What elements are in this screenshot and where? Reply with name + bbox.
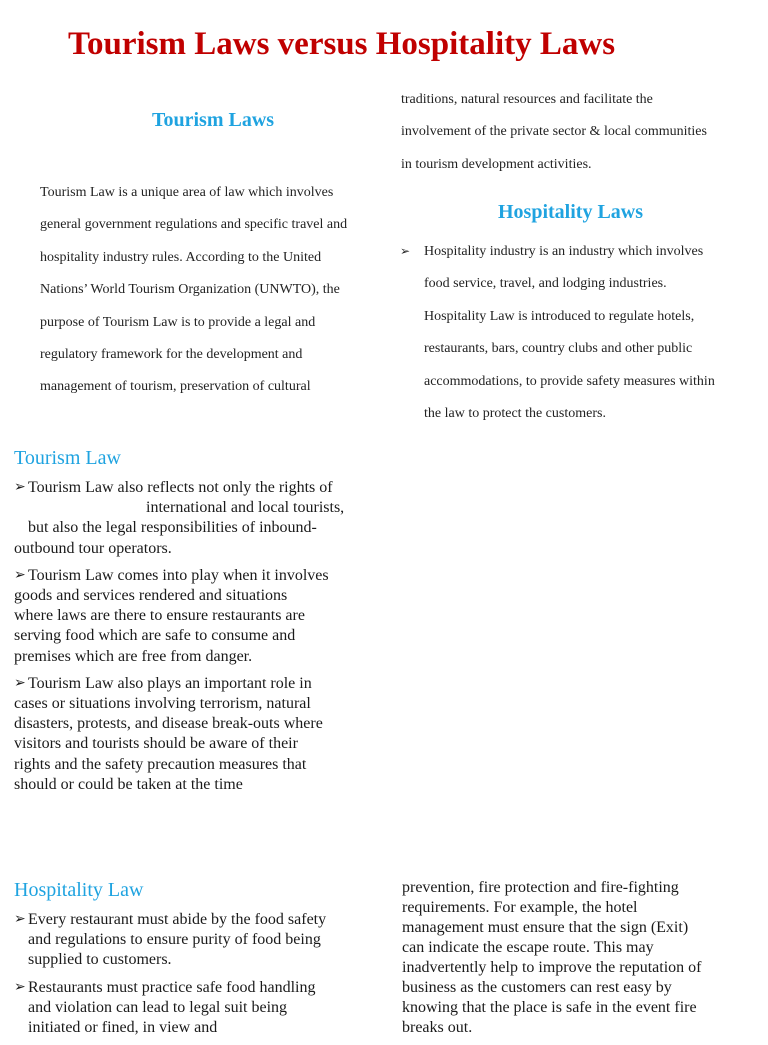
text-line: but also the legal responsibilities of inbound- [28, 519, 317, 537]
text-line: requirements. For example, the hotel [402, 899, 638, 916]
text-line: management of tourism, preservation of cultural [40, 379, 311, 395]
text-line: breaks out. [402, 1019, 473, 1036]
tourism-laws-heading: Tourism Laws [152, 109, 275, 131]
hospitality-law-continued [402, 878, 762, 1038]
text-line: cases or situations involving terrorism, natural [14, 695, 311, 713]
text-line: visitors and tourists should be aware of their [14, 735, 298, 753]
text-line: prevention, fire protection and fire-fighting [402, 879, 679, 896]
text-line: Hospitality industry is an industry which involves [424, 244, 704, 259]
text-line: restaurants, bars, country clubs and other public [424, 341, 693, 357]
arrow-bullet-icon: ➢ [400, 244, 411, 258]
text-line: Every restaurant must abide by the food safety [28, 911, 327, 928]
text-line: rights and the safety precaution measures that [14, 755, 307, 773]
arrow-bullet-icon: ➢ [14, 979, 26, 995]
text-line: disasters, protests, and disease break-outs where [14, 715, 323, 733]
list-item [14, 566, 389, 667]
text-line: inadvertently help to improve the reputation of [402, 959, 702, 976]
text-line: where laws are there to ensure restaurants are [14, 607, 305, 625]
text-line: Tourism Law comes into play when it involves [28, 566, 329, 584]
text-line: goods and services rendered and situations [14, 587, 288, 605]
text-line: management must ensure that the sign (Exit) [402, 919, 689, 936]
tourism-law-list [14, 478, 389, 802]
text-line: serving food which are safe to consume and [14, 627, 296, 645]
text-line: international and local tourists, [146, 499, 345, 517]
text-line: hospitality industry rules. According to the United [40, 249, 322, 265]
text-line: outbound tour operators. [14, 539, 172, 557]
page-title: Tourism Laws versus Hospitality Laws [68, 26, 616, 62]
tourism-laws-body [40, 177, 390, 404]
text-line: traditions, natural resources and facilitate the [401, 92, 653, 107]
text-line: and regulations to ensure purity of food being [28, 931, 321, 949]
text-line: the law to protect the customers. [424, 406, 606, 422]
list-item [14, 478, 389, 559]
text-line: and violation can lead to legal suit being [28, 998, 288, 1016]
list-item [14, 674, 389, 795]
arrow-bullet-icon: ➢ [14, 675, 26, 691]
text-line: Nations’ World Tourism Organization (UNWTO), the [40, 282, 340, 298]
hospitality-law-heading: Hospitality Law [14, 879, 144, 901]
hospitality-laws-bullet [400, 236, 768, 430]
text-line: involvement of the private sector & local communities [401, 124, 707, 140]
text-line: business as the customers can rest easy by [402, 979, 672, 996]
text-line: should or could be taken at the time [14, 775, 243, 793]
text-line: Tourism Law also plays an important role in [28, 674, 312, 692]
list-item [14, 978, 389, 1039]
text-line: in tourism development activities. [401, 156, 592, 172]
text-line: accommodations, to provide safety measures within [424, 373, 715, 389]
arrow-bullet-icon: ➢ [14, 567, 26, 583]
list-item [14, 910, 389, 971]
text-line: Tourism Law also reflects not only the rights of [28, 479, 333, 496]
text-line: premises which are free from danger. [14, 647, 253, 665]
text-line: purpose of Tourism Law is to provide a legal and [40, 314, 316, 330]
text-line: general government regulations and specific travel and [40, 217, 348, 233]
text-line: food service, travel, and lodging industries. [424, 276, 667, 292]
hospitality-law-list [14, 910, 389, 1045]
text-line: regulatory framework for the development and [40, 347, 303, 363]
text-line: supplied to customers. [28, 951, 172, 969]
text-line: can indicate the escape route. This may [402, 939, 654, 956]
text-line: Restaurants must practice safe food handling [28, 978, 316, 996]
arrow-bullet-icon: ➢ [14, 912, 26, 927]
text-line: Hospitality Law is introduced to regulate hotels, [424, 308, 695, 324]
arrow-bullet-icon: ➢ [14, 480, 26, 495]
hospitality-laws-heading: Hospitality Laws [498, 201, 644, 223]
text-line: knowing that the place is safe in the event fire [402, 999, 697, 1016]
text-line: Tourism Law is a unique area of law which involves [40, 185, 334, 200]
tourism-law-heading: Tourism Law [14, 447, 121, 469]
text-line: initiated or fined, in view and [28, 1019, 218, 1037]
tourism-laws-continued [401, 84, 761, 181]
